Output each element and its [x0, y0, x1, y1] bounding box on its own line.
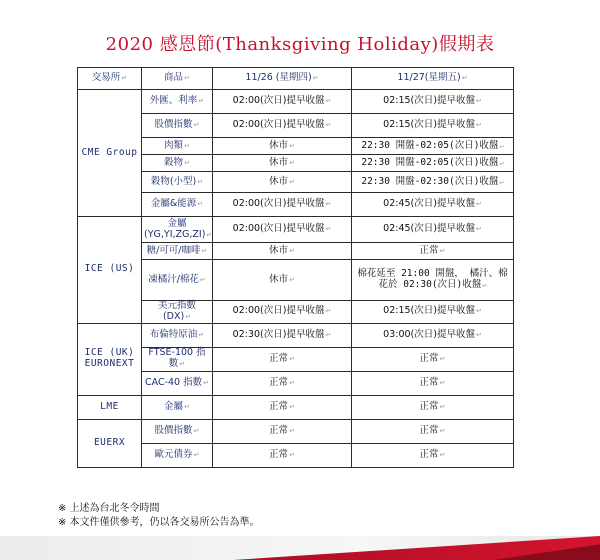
product-cell: 穀物(小型)↵: [142, 172, 213, 193]
product-cell: CAC-40 指數↵: [142, 371, 213, 395]
table-row: [78, 260, 514, 301]
table-row: [78, 172, 514, 193]
product-cell: 歐元債券↵: [142, 443, 213, 467]
day2-cell: 正常↵: [352, 243, 514, 260]
table-row: [78, 371, 514, 395]
page-title: 2020 感恩節(Thanksgiving Holiday)假期表: [105, 34, 495, 55]
day1-cell: 休市↵: [213, 138, 352, 155]
day1-cell: 休市↵: [213, 172, 352, 193]
footnote-timezone: ※ 上述為台北冬令時間: [58, 503, 160, 514]
table-row: [78, 419, 514, 443]
day1-cell: 正常↵: [213, 371, 352, 395]
day1-cell: 正常↵: [213, 347, 352, 371]
day2-cell: 正常↵: [352, 395, 514, 419]
day2-cell: 02:45(次日)提早收盤↵: [352, 217, 514, 243]
table-row: [78, 155, 514, 172]
day2-cell: 02:15(次日)提早收盤↵: [352, 90, 514, 114]
product-cell: 金屬&能源↵: [142, 193, 213, 217]
product-cell: 凍橘汁/棉花↵: [142, 260, 213, 301]
header-day1: 11/26 (星期四)↵: [213, 68, 352, 90]
day1-cell: 02:00(次日)提早收盤↵: [213, 90, 352, 114]
product-cell: 糖/可可/咖啡↵: [142, 243, 213, 260]
table-row: [78, 138, 514, 155]
exchange-lme: LME: [78, 395, 142, 419]
table-row: [78, 243, 514, 260]
exchange-ice-us: ICE (US): [78, 217, 142, 324]
product-cell: 股價指數↵: [142, 419, 213, 443]
product-cell: 穀物↵: [142, 155, 213, 172]
product-cell: 股價指數↵: [142, 114, 213, 138]
exchange-ice-uk: ICE (UK) EURONEXT: [78, 323, 142, 395]
product-cell: 肉類↵: [142, 138, 213, 155]
day1-cell: 休市↵: [213, 243, 352, 260]
table-row: [78, 193, 514, 217]
holiday-table: [77, 67, 514, 468]
footnotes: [58, 502, 260, 530]
table-row: [78, 347, 514, 371]
day2-cell: 02:45(次日)提早收盤↵: [352, 193, 514, 217]
day2-cell: 22:30 開盤-02:05(次日)收盤↵: [352, 138, 514, 155]
product-cell: 外匯、利率↵: [142, 90, 213, 114]
day1-cell: 02:00(次日)提早收盤↵: [213, 114, 352, 138]
day1-cell: 02:00(次日)提早收盤↵: [213, 193, 352, 217]
day1-cell: 休市↵: [213, 155, 352, 172]
day2-cell: 22:30 開盤-02:30(次日)收盤↵: [352, 172, 514, 193]
product-cell: 金屬 (YG,YI,ZG,ZI)↵: [142, 217, 213, 243]
exchange-cme: CME Group: [78, 90, 142, 217]
table-row: [78, 323, 514, 347]
table-row: [78, 301, 514, 324]
day2-cell: 22:30 開盤-02:05(次日)收盤↵: [352, 155, 514, 172]
product-cell: FTSE-100 指數↵: [142, 347, 213, 371]
header-day2: 11/27(星期五)↵: [352, 68, 514, 90]
table-row: [78, 114, 514, 138]
day2-cell: 02:15(次日)提早收盤↵: [352, 114, 514, 138]
day1-cell: 02:00(次日)提早收盤↵: [213, 217, 352, 243]
table-row: [78, 395, 514, 419]
day2-cell: 正常↵: [352, 443, 514, 467]
day1-cell: 02:30(次日)提早收盤↵: [213, 323, 352, 347]
day2-cell: 正常↵: [352, 419, 514, 443]
header-exchange: 交易所↵: [78, 68, 142, 90]
day1-cell: 02:00(次日)提早收盤↵: [213, 301, 352, 324]
day2-cell: 02:15(次日)提早收盤↵: [352, 301, 514, 324]
day2-cell: 03:00(次日)提早收盤↵: [352, 323, 514, 347]
day1-cell: 正常↵: [213, 443, 352, 467]
exchange-euerx: EUERX: [78, 419, 142, 467]
product-cell: 布倫特原油↵: [142, 323, 213, 347]
day1-cell: 休市↵: [213, 260, 352, 301]
day2-cell: 棉花延至 21:00 開盤， 橘汁、棉花於 02:30(次日)收盤↵: [352, 260, 514, 301]
product-cell: 美元指數(DX)↵: [142, 301, 213, 324]
day1-cell: 正常↵: [213, 395, 352, 419]
table-header-row: [78, 68, 514, 90]
day2-cell: 正常↵: [352, 371, 514, 395]
table-row: [78, 443, 514, 467]
day1-cell: 正常↵: [213, 419, 352, 443]
table-row: [78, 90, 514, 114]
table-row: [78, 217, 514, 243]
header-product: 商品↵: [142, 68, 213, 90]
footnote-disclaimer: ※ 本文件僅供參考，仍以各交易所公告為準。: [58, 517, 260, 528]
product-cell: 金屬↵: [142, 395, 213, 419]
day2-cell: 正常↵: [352, 347, 514, 371]
